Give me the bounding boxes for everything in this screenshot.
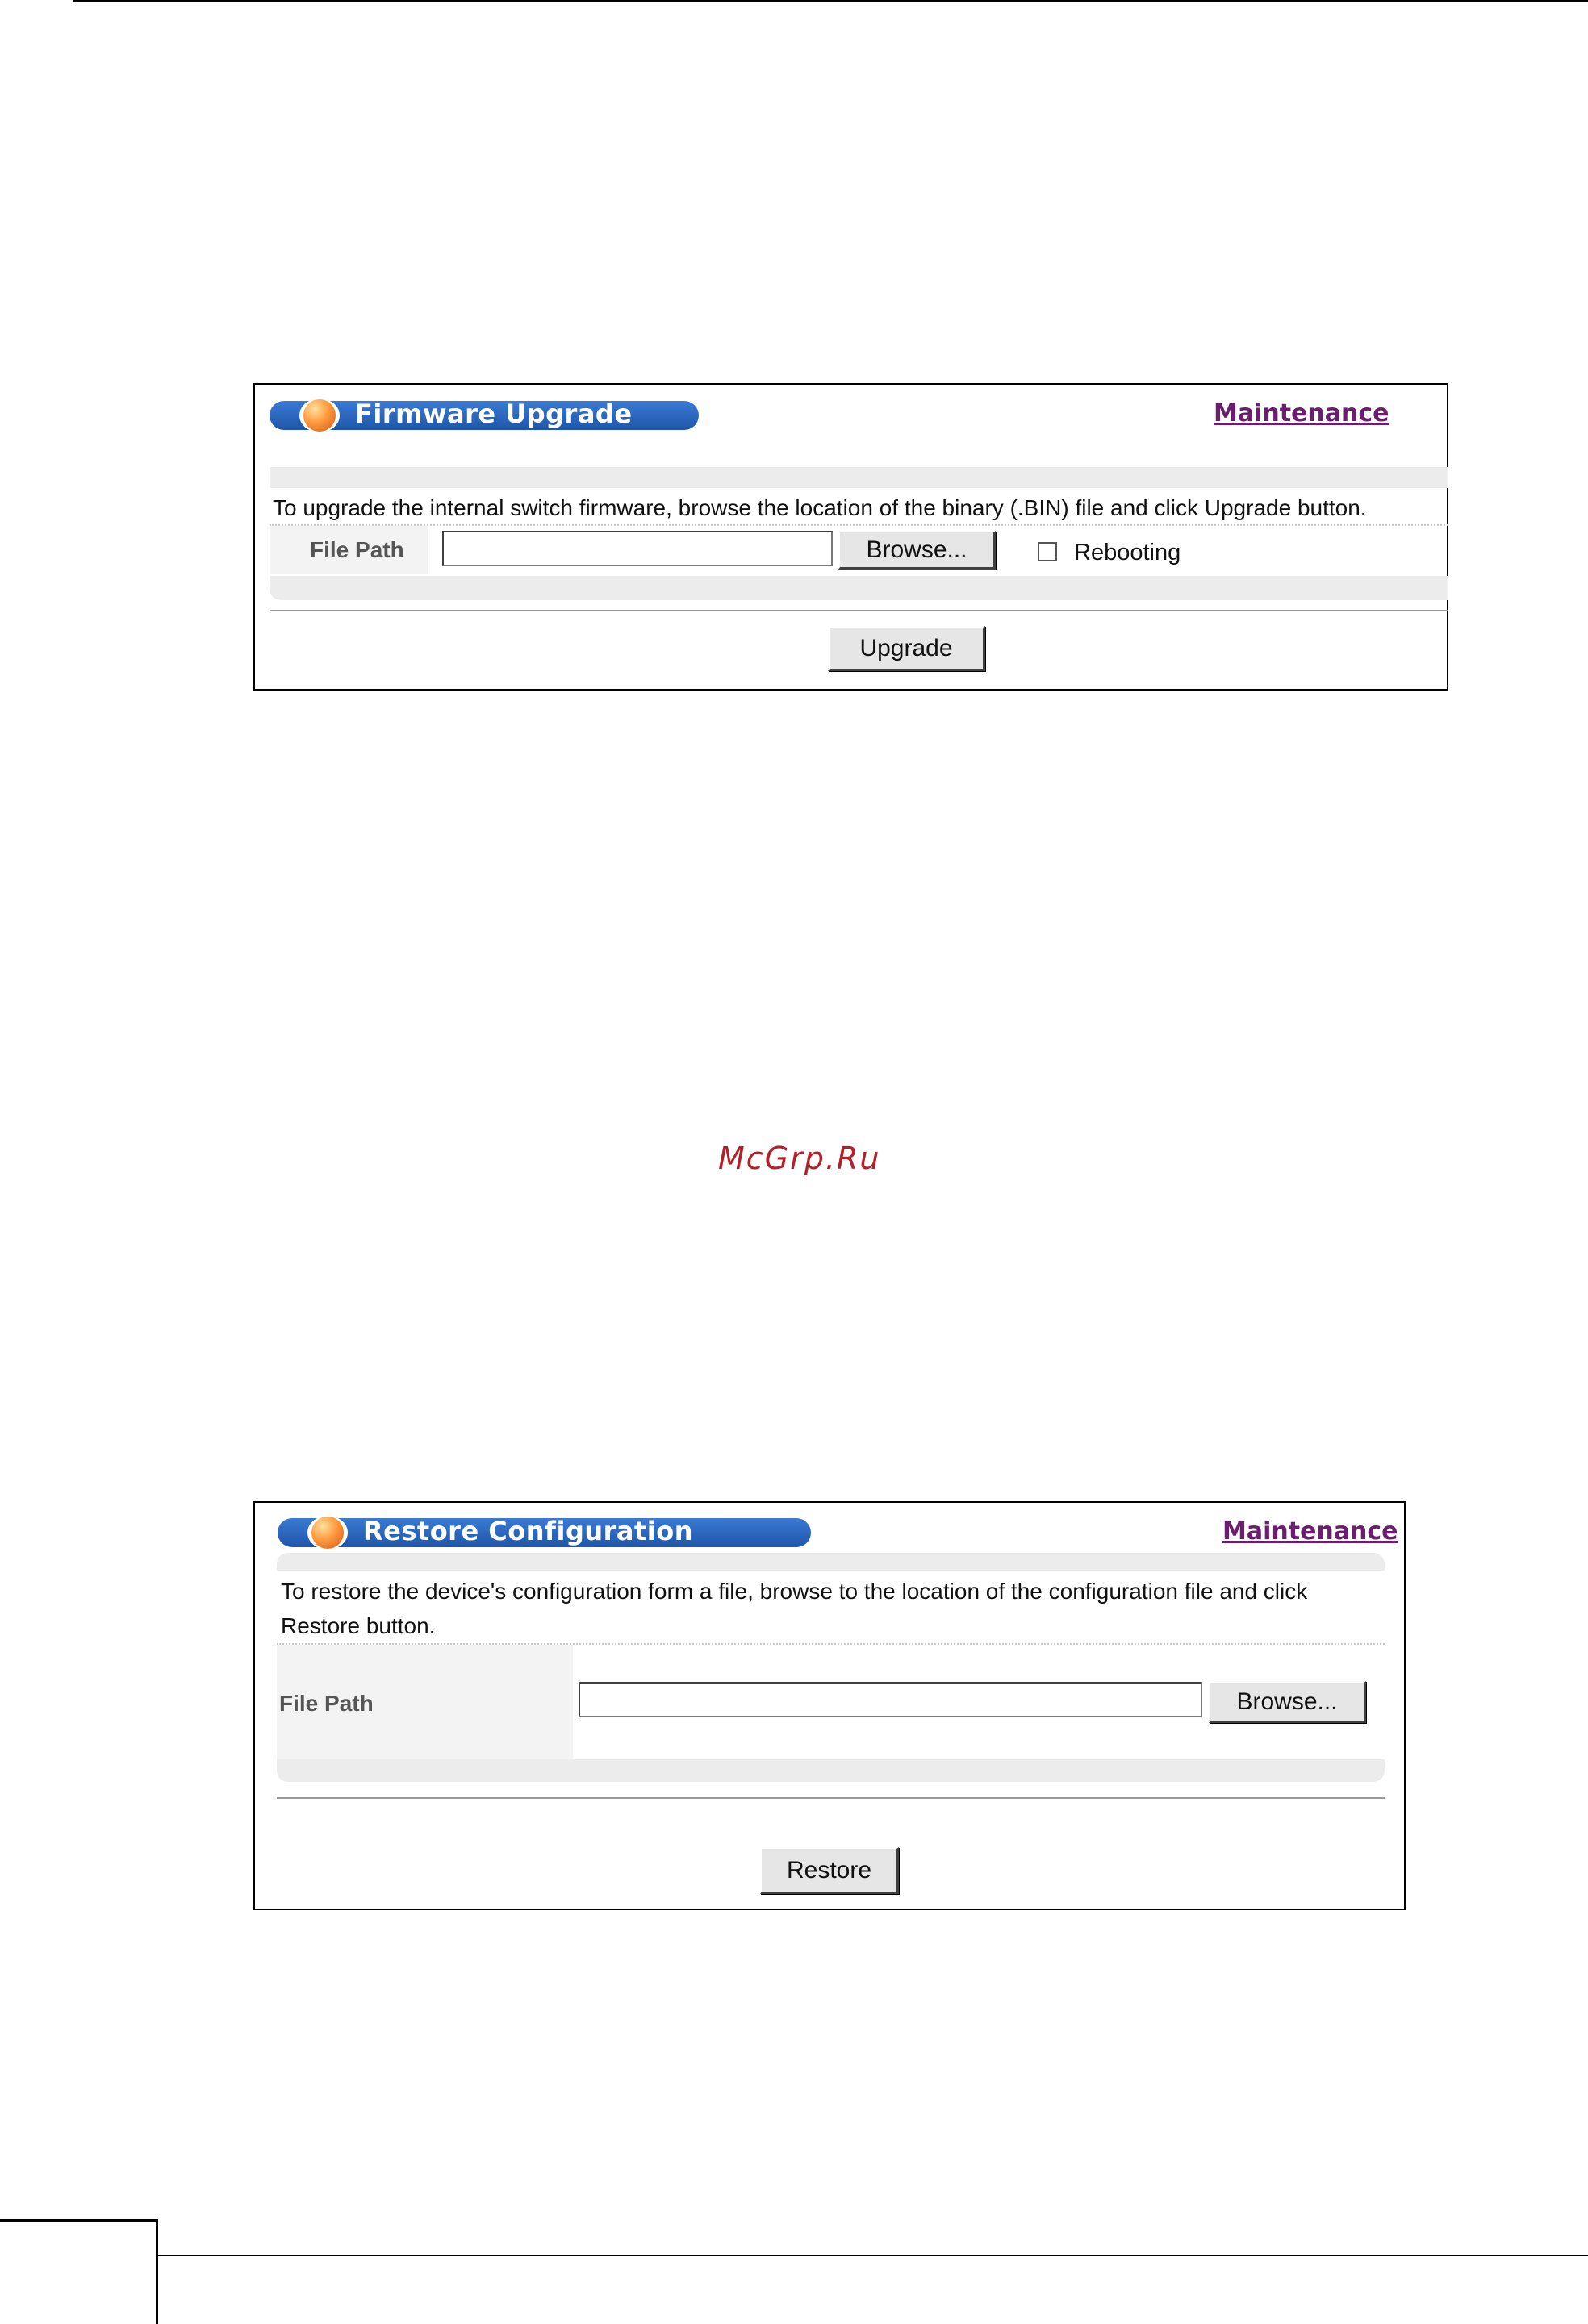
rebooting-checkbox[interactable] [1038,542,1057,561]
maintenance-link[interactable]: Maintenance [1222,1517,1398,1546]
restore-configuration-panel [253,1501,1406,1910]
browse-button[interactable]: Browse... [1209,1681,1366,1723]
file-path-label: File Path [279,1691,374,1716]
browse-button[interactable]: Browse... [838,531,996,570]
page-number-box [0,2219,158,2324]
file-path-label: File Path [310,537,404,562]
panel-title: Firmware Upgrade [355,398,633,429]
firmware-band-top [270,467,1448,488]
firmware-upgrade-panel [253,383,1448,691]
firmware-band-bottom [270,576,1448,600]
upgrade-button[interactable]: Upgrade [828,626,985,671]
panel-title: Restore Configuration [363,1516,694,1546]
orb-icon [299,398,340,432]
restore-button[interactable]: Restore [760,1847,899,1894]
restore-description-line1: To restore the device's configuration form a file, browse to the location of the configuration file and click [281,1579,1308,1604]
rebooting-label: Rebooting [1074,540,1181,565]
page-top-rule [73,0,1588,2]
file-path-input[interactable] [579,1682,1202,1717]
firmware-description: To upgrade the internal switch firmware, browse the location of the binary (.BIN) file and click Upgrade button. [273,495,1367,520]
orb-icon [307,1516,348,1550]
page-bottom-rule [158,2255,1588,2256]
divider [270,524,1448,526]
file-path-input[interactable] [442,531,833,566]
divider [277,1797,1385,1799]
restore-band-bottom [277,1759,1385,1782]
restore-description-line2: Restore button. [281,1613,436,1638]
restore-band-top [277,1553,1385,1571]
divider [270,610,1448,611]
watermark-text: McGrp.Ru [718,1141,881,1176]
maintenance-link[interactable]: Maintenance [1214,399,1390,428]
